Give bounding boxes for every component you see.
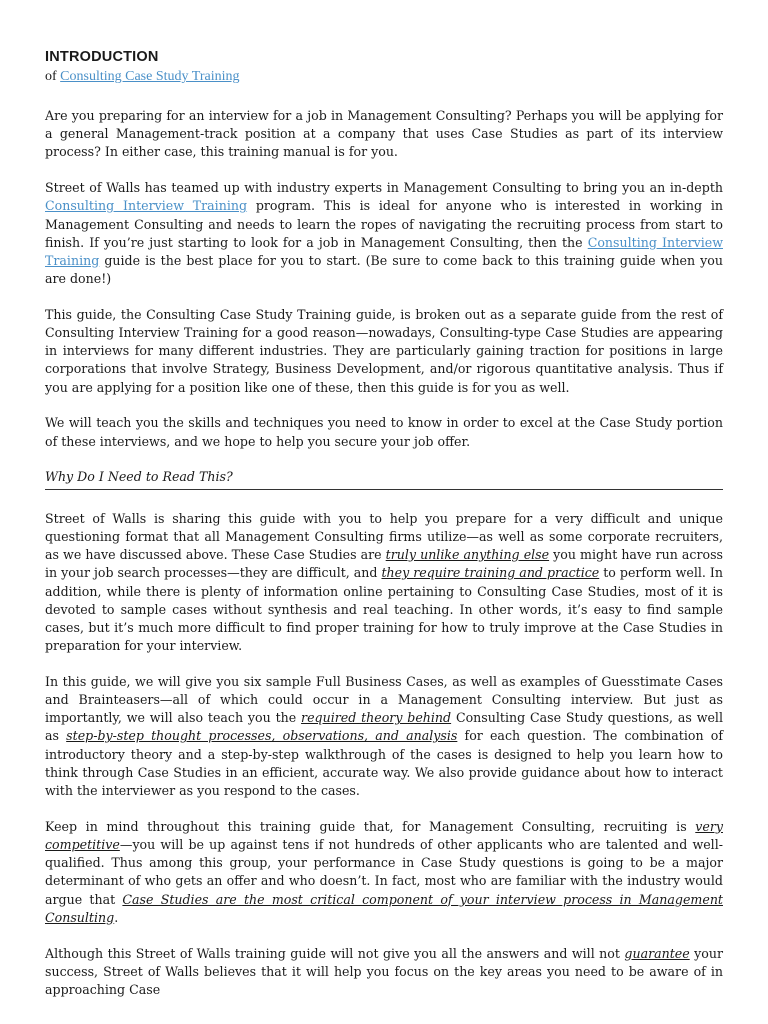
paragraph-2 bbox=[45, 179, 723, 288]
consulting-interview-training-link-2[interactable]: Consulting Interview Training bbox=[45, 234, 723, 268]
paragraph-8-text-b: your success, Street of Walls believes that it will help you focus on the key areas you need to be aware of in approaching Case bbox=[45, 945, 723, 997]
paragraph-6-text-a: In this guide, we will give you six sample Full Business Cases, as well as examples of Guesstimate Cases and Brainteasers—all of which could occur in a Management Consulting interview. But just as importantly, we will also teach you the bbox=[45, 673, 723, 726]
paragraph-5 bbox=[45, 510, 723, 656]
paragraph-5-text-b: you might have run across in your job search processes—they are difficult, and bbox=[45, 547, 723, 581]
paragraph-8 bbox=[45, 945, 723, 1000]
paragraph-2-text-a: Street of Walls has teamed up with industry experts in Management Consulting to bring you an in-depth bbox=[45, 180, 723, 196]
paragraph-5-text-a: Street of Walls is sharing this guide with you to help you prepare for a very difficult and unique questioning format that all Management Consulting firms utilize—as well as some corporate recruiters, as we have discussed above. These Case Studies are bbox=[45, 510, 723, 563]
page-title: INTRODUCTION bbox=[45, 49, 159, 65]
paragraph-7-text-c: . bbox=[114, 909, 119, 925]
consulting-interview-training-link-1[interactable]: Consulting Interview Training bbox=[45, 198, 248, 214]
paragraph-6 bbox=[45, 673, 723, 800]
section-heading: Why Do I Need to Read This? bbox=[45, 468, 723, 490]
paragraph-6-text-b: Consulting Case Study questions, as well as bbox=[45, 710, 723, 744]
emphasis-require-training: they require training and practice bbox=[381, 565, 600, 581]
paragraph-1: Are you preparing for an interview for a job in Management Consulting? Perhaps you will be applying for a general Management-track position at a company that uses Case Studies as part of its interview process? In either case, this training manual is for you. bbox=[45, 108, 723, 160]
page-subtitle bbox=[45, 68, 723, 86]
paragraph-6-text-c: for each question. The combination of introductory theory and a step-by-step walkthrough of the cases is designed to help you learn how to think through Case Studies in an efficient, accurate way. We also provide guidance about how to interact with the interviewer as you respond to the cases. bbox=[45, 728, 724, 799]
emphasis-very-competitive: very competitive bbox=[45, 818, 723, 852]
paragraph-7-text-a: Keep in mind throughout this training guide that, for Management Consulting, recruiting is bbox=[45, 818, 696, 834]
paragraph-2-text-b: program. This is ideal for anyone who is interested in working in Management Consulting and needs to learn the ropes of navigating the recruiting process from start to finish. If you’re just starting to look for a job in Management Consulting, then the bbox=[45, 198, 723, 250]
emphasis-required-theory: required theory behind bbox=[301, 710, 452, 726]
paragraph-5-text-c: to perform well. In addition, while there is plenty of information online pertaining to Consulting Case Studies, most of it is devoted to sample cases without synthesis and real teaching. In other words, it’s easy to find sample cases, but it’s much more difficult to find proper training for how to truly improve at the Case Studies in preparation for your interview. bbox=[45, 565, 724, 654]
consulting-case-study-training-link[interactable]: Consulting Case Study Training bbox=[60, 69, 240, 84]
emphasis-truly-unlike: truly unlike anything else bbox=[385, 547, 550, 563]
subtitle-prefix: of bbox=[45, 69, 61, 84]
document-page bbox=[45, 48, 723, 999]
emphasis-step-by-step: step-by-step thought processes, observations, and analysis bbox=[66, 728, 458, 744]
paragraph-8-text-a: Although this Street of Walls training guide will not give you all the answers and will not bbox=[45, 945, 625, 961]
paragraph-4: We will teach you the skills and techniques you need to know in order to excel at the Case Study portion of these interviews, and we hope to help you secure your job offer. bbox=[45, 415, 723, 449]
emphasis-most-critical: Case Studies are the most critical component of your interview process in Management Consulting bbox=[45, 891, 723, 925]
paragraph-7 bbox=[45, 818, 723, 927]
paragraph-7-text-b: —you will be up against tens if not hundreds of other applicants who are talented and well-qualified. Thus among this group, your performance in Case Study questions is going to be a major determinant of who gets an offer and who doesn’t. In fact, most who are familiar with the industry would argue that bbox=[45, 837, 723, 907]
emphasis-guarantee: guarantee bbox=[624, 945, 690, 961]
paragraph-3: This guide, the Consulting Case Study Training guide, is broken out as a separate guide from the rest of Consulting Interview Training for a good reason—nowadays, Consulting-type Case Studies are appearing in interviews for many different industries. They are particularly gaining traction for positions in large corporations that involve Strategy, Business Development, and/or rigorous quantitative analysis. Thus if you are applying for a position like one of these, then this guide is for you as well. bbox=[45, 306, 723, 395]
paragraph-2-text-c: guide is the best place for you to start. (Be sure to come back to this training guide when you are done!) bbox=[45, 252, 723, 287]
